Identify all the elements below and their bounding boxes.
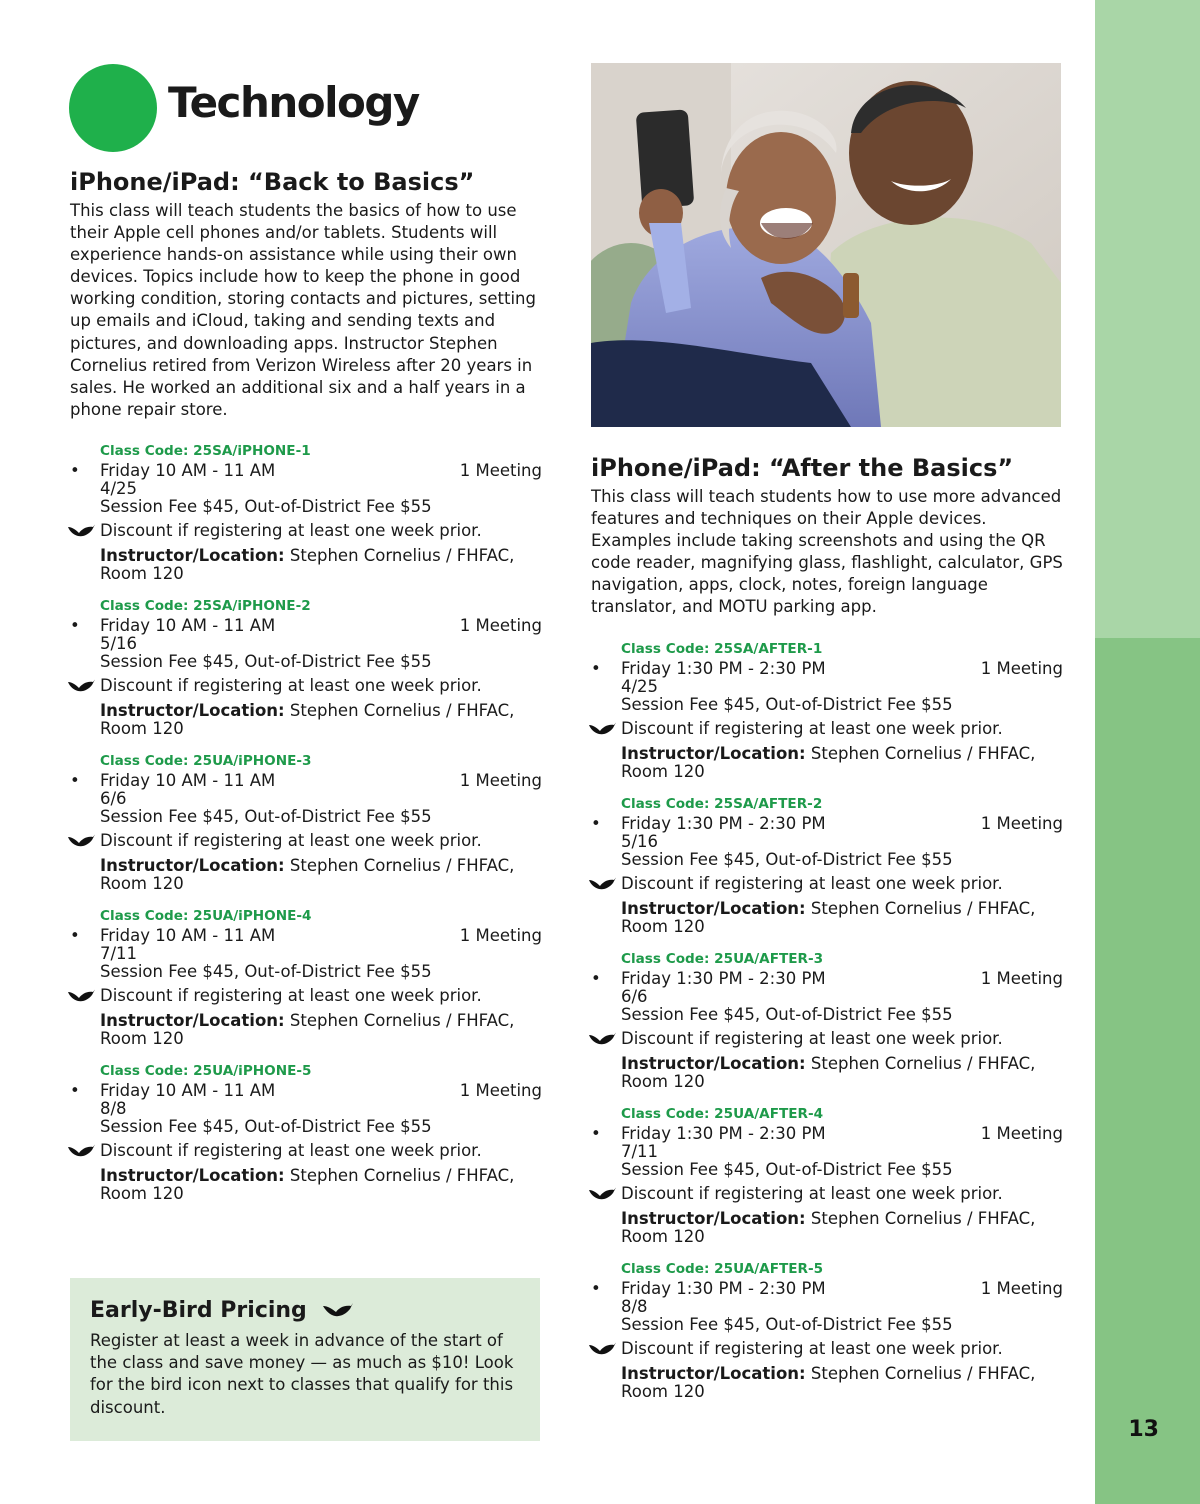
meeting-count: 1 Meeting — [980, 658, 1063, 678]
discount-text: Discount if registering at least one week prior. — [100, 520, 482, 540]
room: Room 120 — [100, 563, 184, 583]
session-time: Friday 10 AM - 11 AM — [100, 925, 276, 945]
meeting-count: 1 Meeting — [459, 1080, 542, 1100]
meeting-count: 1 Meeting — [459, 925, 542, 945]
bird-icon — [588, 1342, 616, 1358]
bullet-dot: • — [70, 460, 80, 480]
course-description: This class will teach students the basics of how to use their Apple cell phones and/or tablets. Students will experience hands-on assistance while using their own devices. Topics include how to keep the phone in good working condition, storing contacts and pictures, setting up emails and iCloud, taking and sending texts and pictures, and downloading apps. Instructor Stephen Cornelius retired from Verizon Wireless after 20 years in sales. He worked an additional six and a half years in a phone repair store. — [70, 201, 536, 419]
meeting-count: 1 Meeting — [459, 770, 542, 790]
session-date: 7/11 — [621, 1141, 659, 1161]
bird-icon — [322, 1302, 354, 1320]
instructor-label: Instructor/Location: — [100, 1165, 285, 1185]
bird-icon — [67, 989, 95, 1005]
bird-icon — [67, 1144, 95, 1160]
sidebar-band-light — [1095, 0, 1200, 638]
session-time-row — [591, 813, 1063, 833]
instructor-location — [100, 702, 542, 738]
session-date: 8/8 — [621, 1296, 648, 1316]
instructor-value: Stephen Cornelius / FHFAC, — [284, 1010, 515, 1030]
instructor-value: Stephen Cornelius / FHFAC, — [284, 855, 515, 875]
session-time-row — [70, 1080, 542, 1100]
photo-illustration — [591, 63, 1061, 427]
class-code: Class Code: 25SA/iPHONE-1 — [100, 442, 311, 459]
meeting-count: 1 Meeting — [980, 1123, 1063, 1143]
discount-note — [621, 1029, 1063, 1049]
session-date: 5/16 — [100, 633, 138, 653]
session-item — [70, 596, 542, 738]
instructor-label: Instructor/Location: — [621, 898, 806, 918]
session-list — [591, 639, 1063, 1401]
meeting-count: 1 Meeting — [980, 1278, 1063, 1298]
couple-selfie-photo — [591, 63, 1061, 427]
session-item — [70, 441, 542, 583]
early-bird-text: Register at least a week in advance of the start of the class and save money — as much as $10! Look for the bird icon next to classes that qualify for this discount. — [90, 1331, 514, 1417]
session-time-row — [591, 968, 1063, 988]
meeting-count: 1 Meeting — [980, 813, 1063, 833]
discount-text: Discount if registering at least one week prior. — [621, 718, 1003, 738]
room: Room 120 — [621, 1226, 705, 1246]
session-item — [591, 639, 1063, 781]
session-item — [591, 1259, 1063, 1401]
session-time-row — [591, 1278, 1063, 1298]
course-after-the-basics — [591, 452, 1063, 1414]
discount-note — [100, 1141, 542, 1161]
session-time-row — [70, 925, 542, 945]
instructor-location — [100, 1012, 542, 1048]
instructor-label: Instructor/Location: — [100, 700, 285, 720]
session-time-row — [70, 615, 542, 635]
instructor-label: Instructor/Location: — [621, 1363, 806, 1383]
instructor-label: Instructor/Location: — [100, 1010, 285, 1030]
class-code: Class Code: 25UA/iPHONE-4 — [100, 907, 312, 924]
session-time: Friday 10 AM - 11 AM — [100, 615, 276, 635]
instructor-label: Instructor/Location: — [100, 545, 285, 565]
instructor-location — [621, 900, 1063, 936]
early-bird-heading — [90, 1296, 520, 1326]
session-fee: Session Fee $45, Out-of-District Fee $55 — [100, 806, 432, 826]
bullet-dot: • — [591, 813, 601, 833]
instructor-label: Instructor/Location: — [100, 855, 285, 875]
session-fee: Session Fee $45, Out-of-District Fee $55 — [621, 849, 953, 869]
discount-note — [100, 986, 542, 1006]
discount-text: Discount if registering at least one week prior. — [100, 1140, 482, 1160]
bullet-dot: • — [70, 1080, 80, 1100]
room: Room 120 — [100, 1183, 184, 1203]
instructor-value: Stephen Cornelius / FHFAC, — [284, 1165, 515, 1185]
session-date: 4/25 — [621, 676, 659, 696]
discount-note — [100, 676, 542, 696]
bird-icon — [588, 1032, 616, 1048]
bird-icon — [67, 834, 95, 850]
bullet-dot: • — [591, 1278, 601, 1298]
class-code: Class Code: 25SA/AFTER-1 — [621, 640, 823, 657]
room: Room 120 — [100, 1028, 184, 1048]
class-code: Class Code: 25UA/AFTER-3 — [621, 950, 824, 967]
session-item — [591, 949, 1063, 1091]
session-time: Friday 1:30 PM - 2:30 PM — [621, 968, 826, 988]
discount-text: Discount if registering at least one week prior. — [100, 985, 482, 1005]
instructor-location — [621, 745, 1063, 781]
bullet-dot: • — [591, 658, 601, 678]
discount-text: Discount if registering at least one week prior. — [100, 675, 482, 695]
class-code: Class Code: 25SA/iPHONE-2 — [100, 597, 311, 614]
class-code: Class Code: 25UA/iPHONE-3 — [100, 752, 312, 769]
instructor-location — [621, 1365, 1063, 1401]
session-time: Friday 10 AM - 11 AM — [100, 770, 276, 790]
discount-text: Discount if registering at least one week prior. — [100, 830, 482, 850]
discount-text: Discount if registering at least one week prior. — [621, 1338, 1003, 1358]
session-item — [70, 1061, 542, 1203]
discount-note — [100, 831, 542, 851]
instructor-location — [621, 1210, 1063, 1246]
discount-text: Discount if registering at least one week prior. — [621, 1028, 1003, 1048]
session-fee: Session Fee $45, Out-of-District Fee $55 — [100, 961, 432, 981]
session-item — [591, 794, 1063, 936]
session-time: Friday 10 AM - 11 AM — [100, 1080, 276, 1100]
session-fee: Session Fee $45, Out-of-District Fee $55 — [621, 1159, 953, 1179]
session-date: 7/11 — [100, 943, 138, 963]
green-circle-icon — [69, 64, 157, 152]
course-title: iPhone/iPad: “Back to Basics” — [70, 168, 475, 196]
session-time: Friday 1:30 PM - 2:30 PM — [621, 658, 826, 678]
instructor-label: Instructor/Location: — [621, 1053, 806, 1073]
course-title: iPhone/iPad: “After the Basics” — [591, 454, 1014, 482]
early-bird-title: Early-Bird Pricing — [90, 1298, 307, 1323]
course-description: This class will teach students how to use more advanced features and techniques on their Apple devices. Examples include taking screenshots and using the QR code reader, magnifying glass, flashlight, calculator, GPS navigation, apps, clock, notes, foreign language translator, and MOTU parking app. — [591, 487, 1063, 617]
class-code: Class Code: 25SA/AFTER-2 — [621, 795, 823, 812]
instructor-label: Instructor/Location: — [621, 1208, 806, 1228]
room: Room 120 — [621, 761, 705, 781]
bird-icon — [588, 877, 616, 893]
session-time-row — [591, 658, 1063, 678]
room: Room 120 — [100, 718, 184, 738]
bullet-dot: • — [591, 1123, 601, 1143]
room: Room 120 — [100, 873, 184, 893]
bird-icon — [67, 679, 95, 695]
meeting-count: 1 Meeting — [459, 615, 542, 635]
session-time: Friday 1:30 PM - 2:30 PM — [621, 1123, 826, 1143]
session-date: 6/6 — [621, 986, 648, 1006]
session-item — [591, 1104, 1063, 1246]
session-item — [70, 906, 542, 1048]
discount-note — [621, 1339, 1063, 1359]
class-code: Class Code: 25UA/iPHONE-5 — [100, 1062, 312, 1079]
discount-note — [621, 874, 1063, 894]
bullet-dot: • — [70, 770, 80, 790]
instructor-value: Stephen Cornelius / FHFAC, — [805, 1363, 1036, 1383]
session-fee: Session Fee $45, Out-of-District Fee $55 — [100, 496, 432, 516]
room: Room 120 — [621, 916, 705, 936]
instructor-value: Stephen Cornelius / FHFAC, — [284, 700, 515, 720]
discount-text: Discount if registering at least one week prior. — [621, 873, 1003, 893]
instructor-value: Stephen Cornelius / FHFAC, — [805, 743, 1036, 763]
session-time: Friday 1:30 PM - 2:30 PM — [621, 1278, 826, 1298]
session-time-row — [70, 460, 542, 480]
sidebar-band-dark — [1095, 638, 1200, 1504]
session-fee: Session Fee $45, Out-of-District Fee $55 — [621, 1004, 953, 1024]
instructor-label: Instructor/Location: — [621, 743, 806, 763]
session-time: Friday 10 AM - 11 AM — [100, 460, 276, 480]
discount-note — [621, 719, 1063, 739]
bird-icon — [588, 1187, 616, 1203]
session-date: 4/25 — [100, 478, 138, 498]
course-back-to-basics — [70, 166, 542, 1216]
session-time-row — [70, 770, 542, 790]
session-fee: Session Fee $45, Out-of-District Fee $55 — [621, 1314, 953, 1334]
session-fee: Session Fee $45, Out-of-District Fee $55 — [100, 1116, 432, 1136]
instructor-value: Stephen Cornelius / FHFAC, — [284, 545, 515, 565]
discount-note — [621, 1184, 1063, 1204]
discount-note — [100, 521, 542, 541]
session-fee: Session Fee $45, Out-of-District Fee $55 — [100, 651, 432, 671]
meeting-count: 1 Meeting — [459, 460, 542, 480]
session-date: 8/8 — [100, 1098, 127, 1118]
instructor-location — [100, 547, 542, 583]
class-code: Class Code: 25UA/AFTER-4 — [621, 1105, 824, 1122]
bird-icon — [588, 722, 616, 738]
instructor-value: Stephen Cornelius / FHFAC, — [805, 898, 1036, 918]
bullet-dot: • — [70, 925, 80, 945]
section-title: Technology — [168, 78, 419, 127]
session-list — [70, 441, 542, 1203]
instructor-location — [100, 1167, 542, 1203]
bird-icon — [67, 524, 95, 540]
session-fee: Session Fee $45, Out-of-District Fee $55 — [621, 694, 953, 714]
room: Room 120 — [621, 1381, 705, 1401]
session-date: 6/6 — [100, 788, 127, 808]
class-code: Class Code: 25UA/AFTER-5 — [621, 1260, 824, 1277]
instructor-location — [621, 1055, 1063, 1091]
early-bird-callout — [70, 1278, 540, 1441]
session-item — [70, 751, 542, 893]
instructor-value: Stephen Cornelius / FHFAC, — [805, 1208, 1036, 1228]
meeting-count: 1 Meeting — [980, 968, 1063, 988]
instructor-value: Stephen Cornelius / FHFAC, — [805, 1053, 1036, 1073]
bullet-dot: • — [591, 968, 601, 988]
room: Room 120 — [621, 1071, 705, 1091]
bullet-dot: • — [70, 615, 80, 635]
session-date: 5/16 — [621, 831, 659, 851]
session-time: Friday 1:30 PM - 2:30 PM — [621, 813, 826, 833]
page-number: 13 — [1128, 1417, 1159, 1442]
discount-text: Discount if registering at least one week prior. — [621, 1183, 1003, 1203]
instructor-location — [100, 857, 542, 893]
session-time-row — [591, 1123, 1063, 1143]
